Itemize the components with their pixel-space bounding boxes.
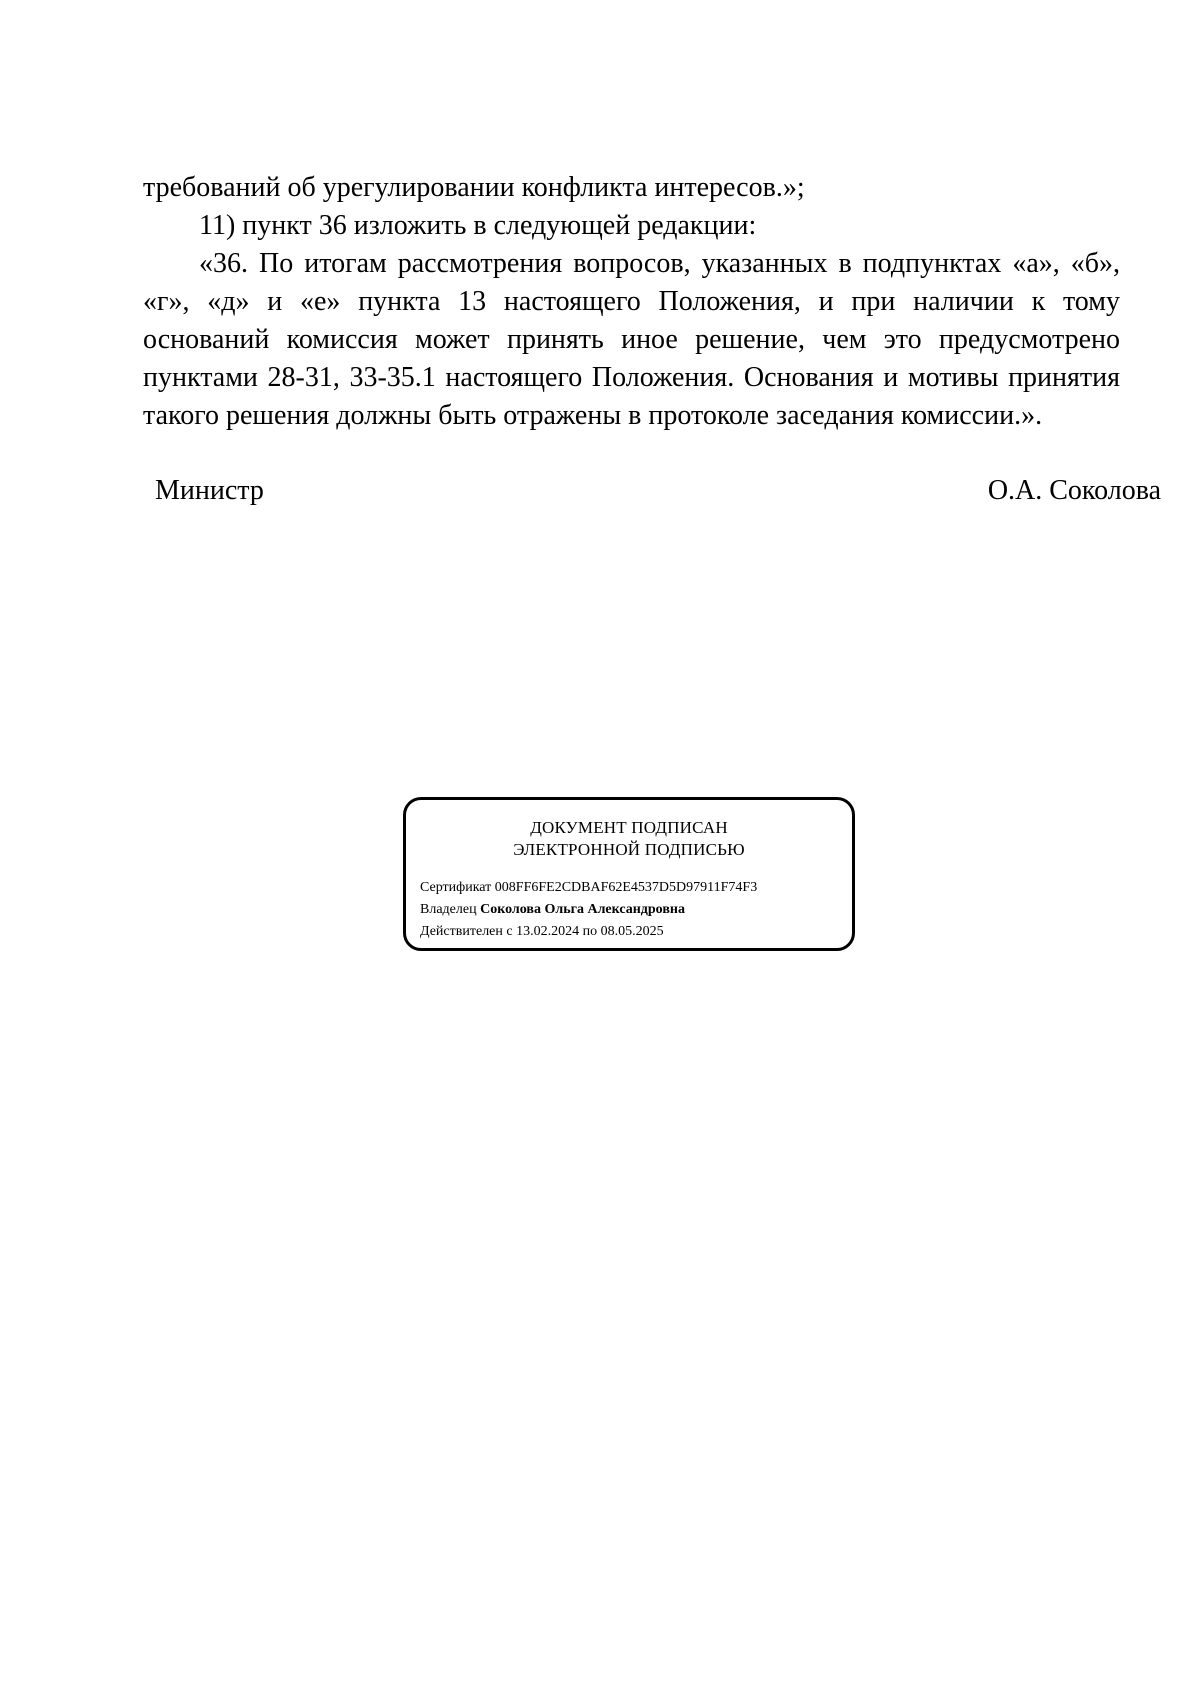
paragraph-item-11: 11) пункт 36 изложить в следующей редакции: bbox=[199, 210, 757, 241]
valid-to-label: по bbox=[582, 924, 598, 939]
stamp-owner-row bbox=[420, 899, 757, 921]
paragraph-item-36-text: «36. По итогам рассмотрения вопросов, указанных в подпунктах «а», «б», «г», «д» и «е» пункта 13 настоящего Положения, и при наличии к тому оснований комиссия может принять иное решение, чем это предусмотрено пунктами 28-31, 33-35.1 настоящего Положения. Основания и мотивы принятия такого решения должны быть отражены в протоколе заседания комиссии.». bbox=[143, 248, 1120, 431]
valid-from-date: 13.02.2024 bbox=[516, 924, 580, 939]
stamp-title bbox=[406, 817, 852, 861]
signer-name: О.А. Соколова bbox=[987, 475, 1161, 506]
stamp-validity-row bbox=[420, 921, 757, 943]
owner-label: Владелец bbox=[420, 902, 477, 917]
stamp-title-line-2: ЭЛЕКТРОННОЙ ПОДПИСЬЮ bbox=[513, 840, 745, 859]
owner-value: Соколова Ольга Александровна bbox=[480, 902, 685, 917]
electronic-signature-stamp bbox=[403, 797, 855, 951]
paragraph-continuation: требований об урегулировании конфликта интересов.»; bbox=[143, 172, 805, 203]
certificate-value: 008FF6FE2CDBAF62E4537D5D97911F74F3 bbox=[494, 880, 758, 895]
stamp-certificate-row bbox=[420, 877, 757, 899]
certificate-label: Сертификат bbox=[420, 880, 492, 895]
stamp-title-line-1: ДОКУМЕНТ ПОДПИСАН bbox=[530, 818, 728, 837]
valid-from-label: с bbox=[506, 924, 513, 939]
valid-label: Действителен bbox=[420, 924, 503, 939]
stamp-details bbox=[420, 877, 757, 943]
document-body bbox=[143, 169, 1120, 435]
signer-position: Министр bbox=[155, 475, 264, 506]
signature-block bbox=[155, 472, 1161, 512]
valid-to-date: 08.05.2025 bbox=[600, 924, 664, 939]
